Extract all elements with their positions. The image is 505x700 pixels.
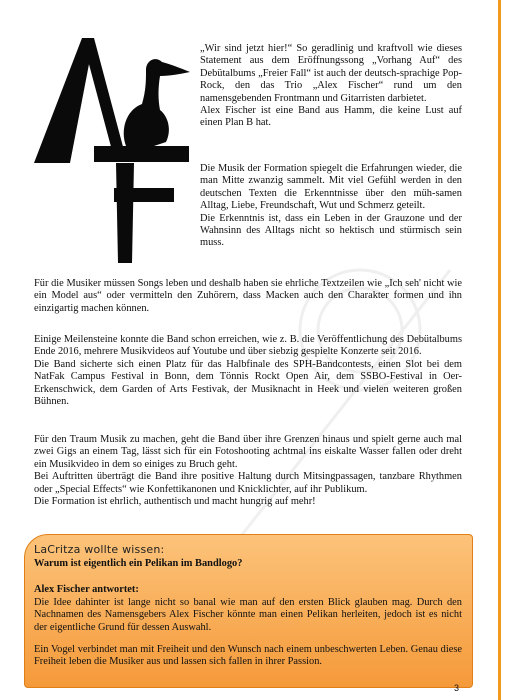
intro-text-band-origin: Alex Fischer ist eine Band aus Hamm, die keine Lust auf einen Plan B hat.: [200, 105, 462, 129]
songs-paragraph: Für die Musiker müssen Songs leben und deshalb haben sie ehrliche Textzeilen wie „Ich seh' nicht wie ein Model aus“ oder vermitteln den Zuhörern, dass Macken auch den Charakter formen und ihn einzigartig machen können.: [34, 278, 462, 314]
performance-text: Bei Auftritten überträgt die Band ihre positive Haltung durch Mitsingpassagen, tanzbare Rhythmen oder „Special Effects“ wie Konfettikanonen und Knicklichter, auf ihr Publikum.: [34, 471, 462, 495]
festivals-text: Die Band sicherte sich einen Platz für das Halbfinale des SPH-Bandcontests, einen Slot bei dem NatFak Campus Festival in Bonn, dem Tönnis Rockt Open Air, dem SSBO-Festival in Oer-Erkenschwick, dem Garden of Arts Festivak, der Musiknacht in Heek und vielen weiteren großen Bühnen.: [34, 358, 462, 408]
af-pelican-logo-icon: [34, 38, 194, 263]
insight-text: Die Erkenntnis ist, dass ein Leben in der Grauzone und der Wahnsinn des Alltags nicht so hektisch und stürmisch sein muss.: [200, 212, 462, 249]
intro-text: „Wir sind jetzt hier!“ So geradlinig und kraftvoll wie dieses Statement aus dem Eröffnungssong „Vorhang Auf“ des Debütalbums „Freier Fall“ ist auch der deutsch-sprachige Pop-Rock, den das Trio „Alex Fischer“ rund um den namensgebenden Frontmann und Gitarristen darbietet.: [200, 43, 462, 104]
page-edge-rule: [498, 0, 501, 700]
dream-text: Für den Traum Musik zu machen, geht die Band über ihre Grenzen hinaus und spielt gerne auch mal zwei Gigs an einem Tag, lässt sich für ein Fotoshooting achtmal ins eiskalte Wasser fallen oder dreht ein Musikvideo in dem so einiges zu Bruch geht.: [34, 434, 462, 470]
milestones-text: Einige Meilensteine konnte die Band schon erreichen, wie z. B. die Veröffentlichung des Debütalbums Ende 2016, mehrere Musikvideos auf Youtube und über siebzig gespielte Konzerte seit 2016.: [34, 334, 462, 358]
callout-question: Warum ist eigentlich ein Pelikan im Bandlogo?: [34, 558, 243, 569]
callout-answer-by: Alex Fischer antwortet:: [34, 584, 139, 595]
callout-heading: LaCritza wollte wissen:: [34, 543, 165, 556]
callout-answer-1: Die Idee dahinter ist lange nicht so banal wie man auf den ersten Blick glauben mag. Durch den Nachnamen des Namensgebers Alex Fischer könnte man einen Pelikan herleiten, jedoch ist es nicht der eigentliche Grund für dessen Auswahl.: [34, 597, 462, 633]
page-number: 3: [453, 683, 459, 693]
music-paragraph: [200, 163, 462, 250]
music-text: Die Musik der Formation spiegelt die Erfahrungen wieder, die man Mitte zwanzig sammelt. Mit viel Gefühl werden in den deutschen Texten die Erkenntnisse über den müh-samen Alltag, Liebe, Freundschaft, Wut und Schmerz geteilt.: [200, 163, 462, 212]
intro-paragraph: [200, 43, 462, 130]
closing-text: Die Formation ist ehrlich, authentisch und macht hungrig auf mehr!: [34, 496, 316, 508]
milestones-paragraph: [34, 334, 462, 408]
dream-paragraph: [34, 434, 462, 508]
callout-answer-2: Ein Vogel verbindet man mit Freiheit und den Wunsch nach einem unbeschwerten Leben. Genau diese Freiheit leben die Musiker aus und lassen sich fallen in ihrer Passion.: [34, 644, 462, 668]
